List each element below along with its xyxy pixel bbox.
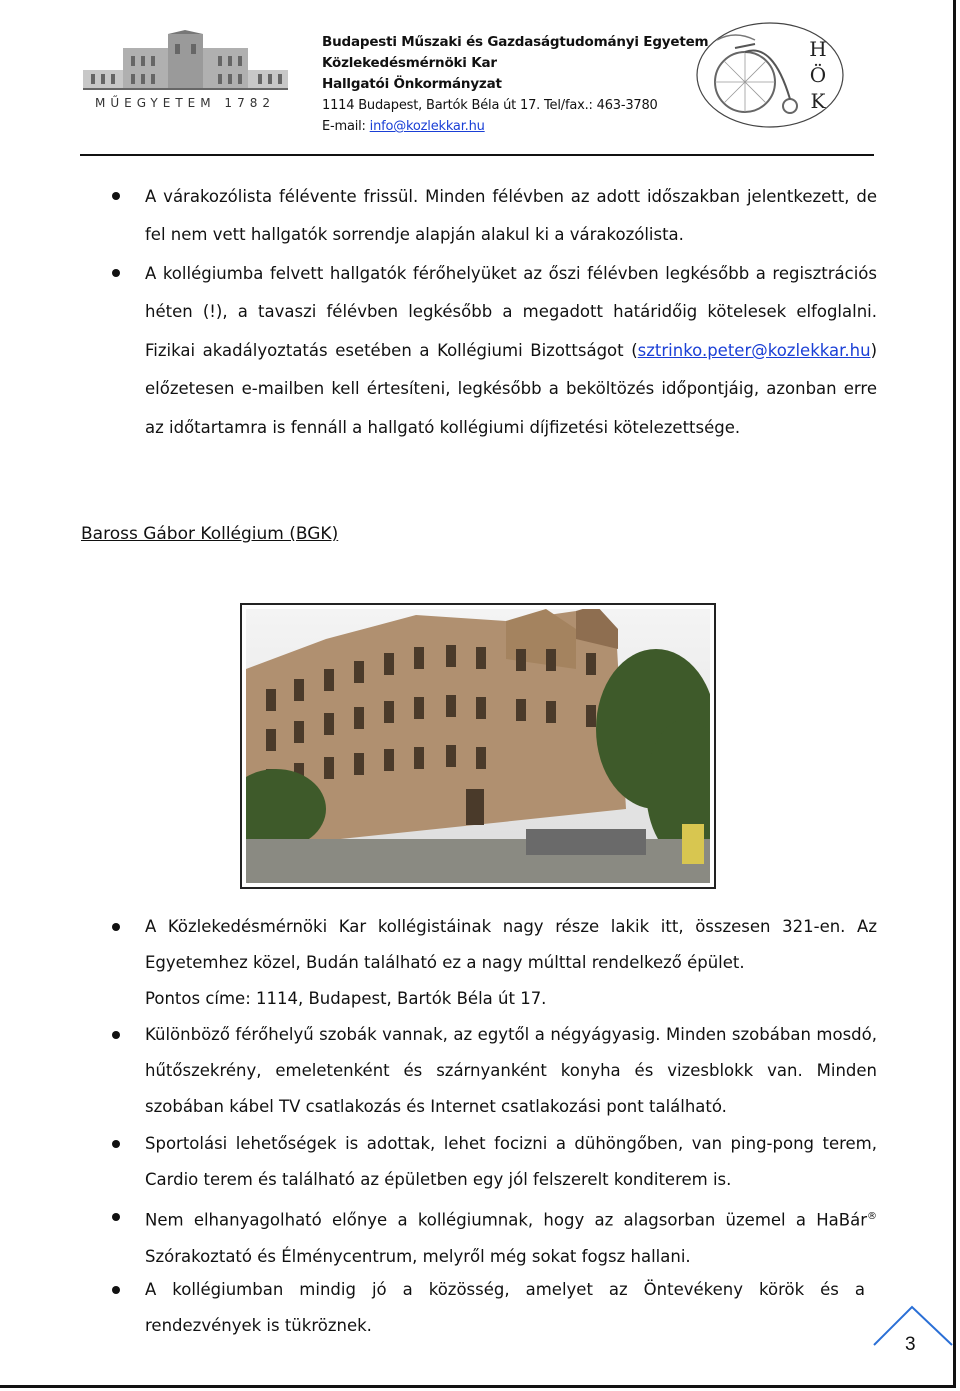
logo-letter-h: H bbox=[809, 37, 827, 61]
faculty-name: Közlekedésmérnöki Kar bbox=[322, 55, 497, 71]
muegyetem-logo bbox=[83, 30, 288, 112]
community-paragraph: A kollégiumban mindig jó a közösség, amelyet az Öntevékeny körök és a rendezvények is tükröznek. bbox=[145, 1280, 865, 1335]
residents-text: A Közlekedésmérnöki Kar kollégistáinak nagy része lakik itt, összesen 321-en. Az Egyetemhez közel, Budán található ez a nagy múlttal rendelkező épület. bbox=[145, 917, 877, 972]
address: 1114 Budapest, Bartók Béla út 17. Tel/fax.: 463-3780 bbox=[322, 98, 658, 113]
registered-mark: ® bbox=[867, 1211, 877, 1222]
rooms-paragraph: Különböző férőhelyű szobák vannak, az egytől a négyágyasig. Minden szobában mosdó, hűtőszekrény, emeletenként és szárnyanként konyha és vizesblokk van. Minden szobában kábel TV csatlakozás és Internet csatlakozási pont található. bbox=[145, 1025, 877, 1116]
bullet-icon bbox=[112, 1286, 120, 1294]
residents-paragraph bbox=[145, 909, 877, 1017]
header-rule bbox=[80, 154, 874, 156]
university-name: Budapesti Műszaki és Gazdaságtudományi Egyetem bbox=[322, 34, 709, 50]
dormitory-photo bbox=[240, 603, 716, 889]
logo-letter-k: K bbox=[810, 89, 826, 113]
bullet-icon bbox=[112, 192, 120, 200]
bullet-icon bbox=[112, 269, 120, 277]
bullet-icon bbox=[112, 1140, 120, 1148]
habar-text-post: Szórakoztató és Élménycentrum, melyről még sokat fogsz hallani. bbox=[145, 1246, 691, 1266]
logo-text: MŰEGYETEM 1782 bbox=[95, 96, 275, 110]
section-heading: Baross Gábor Kollégium (BGK) bbox=[81, 524, 339, 544]
hok-logo bbox=[695, 20, 845, 130]
habar-text-pre: Nem elhanyagolható előnye a kollégiumnak, hogy az alagsorban üzemel a HaBár bbox=[145, 1210, 867, 1230]
email-label: E-mail: bbox=[322, 119, 370, 134]
move-in-text-pre: A kollégiumba felvett hallgatók férőhelyüket az őszi félévben legkésőbb a regisztrációs héten (!), a tavaszi félévben legkésőbb a megadott határidőig kötelesek elfoglalni. Fizikai akadályoztatás esetében a Kollégiumi Bizottságot ( bbox=[145, 264, 877, 360]
logo-letter-o: Ö bbox=[809, 63, 827, 87]
bullet-icon bbox=[112, 923, 120, 931]
waitlist-paragraph: A várakozólista félévente frissül. Minden félévben az adott időszakban jelentkezett, de fel nem vett hallgatók sorrendje alapján alakul ki a várakozólista. bbox=[145, 187, 877, 245]
committee-email-link[interactable]: sztrinko.peter@kozlekkar.hu bbox=[637, 340, 871, 360]
bullet-icon bbox=[112, 1031, 120, 1039]
move-in-paragraph bbox=[145, 255, 877, 447]
bullet-icon bbox=[112, 1213, 120, 1221]
header-text bbox=[322, 32, 709, 137]
move-in-text-post: ) előzetesen e-mailben kell értesíteni, legkésőbb a beköltözés időpontjáig, azonban erre az időtartamra is fennáll a hallgató kollégiumi díjfizetési kötelezettsége. bbox=[145, 340, 877, 437]
page-number: 3 bbox=[905, 1334, 916, 1355]
habar-paragraph bbox=[145, 1199, 877, 1275]
address-text: Pontos címe: 1114, Budapest, Bartók Béla út 17. bbox=[145, 989, 547, 1008]
page-frame-right bbox=[953, 0, 956, 1388]
sports-paragraph: Sportolási lehetőségek is adottak, lehet focizni a dühöngőben, van ping-pong terem, Cardio terem és található az épületben egy jól felszerelt konditerem is. bbox=[145, 1134, 877, 1189]
union-name: Hallgatói Önkormányzat bbox=[322, 76, 502, 92]
header-email-link[interactable]: info@kozlekkar.hu bbox=[369, 119, 485, 134]
page-frame-bottom bbox=[0, 1385, 956, 1388]
